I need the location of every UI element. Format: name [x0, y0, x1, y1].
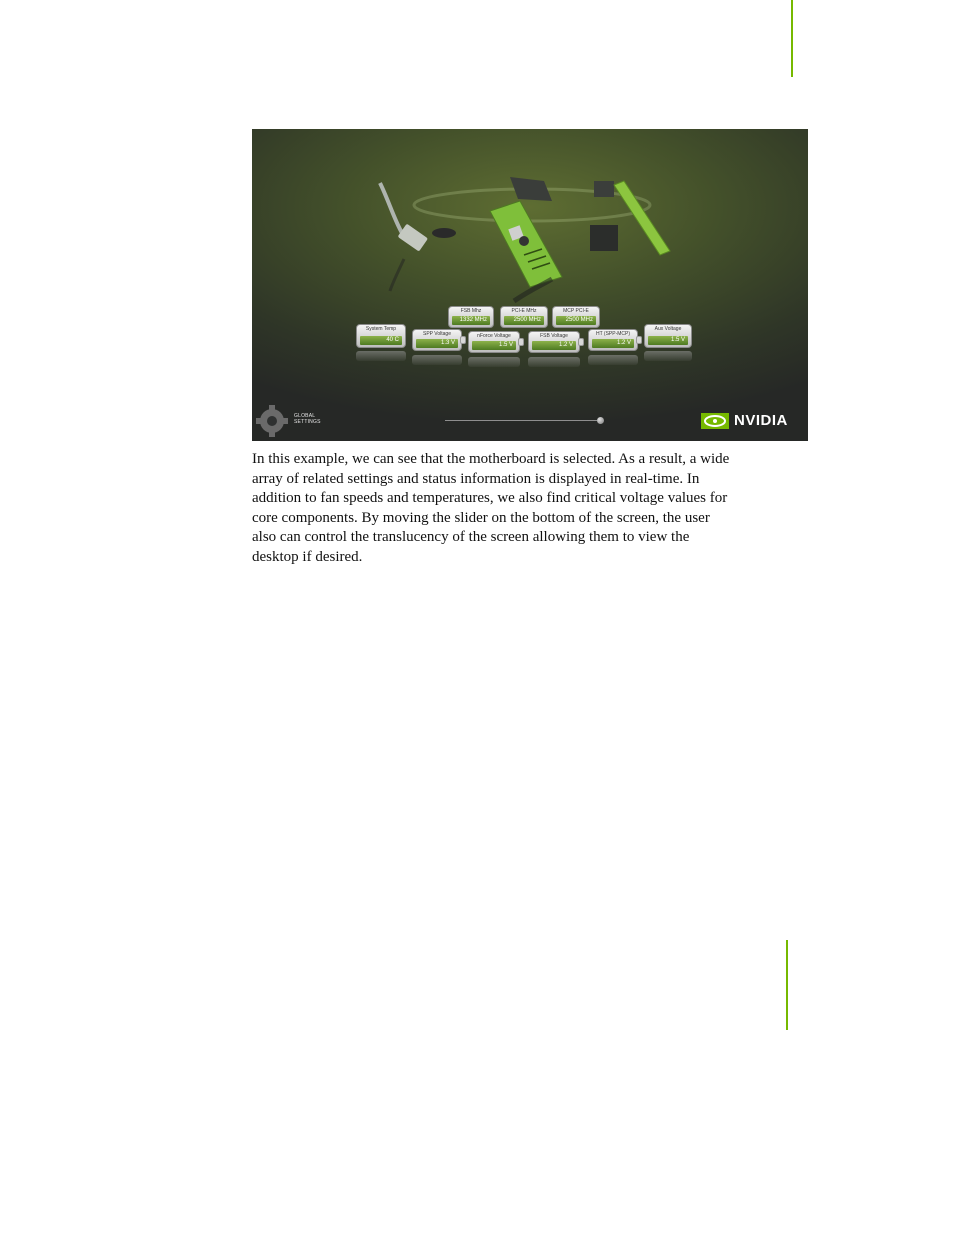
motherboard-component: [490, 201, 562, 287]
metric-label: nForce Voltage: [477, 333, 511, 339]
figure-caption-paragraph: [252, 450, 792, 567]
tile-reflection: [528, 357, 580, 367]
nvidia-logo-icon: [701, 413, 729, 429]
translucency-slider-track[interactable]: [445, 420, 597, 421]
translucency-slider-handle[interactable]: [597, 417, 604, 424]
metric-label: Aux Voltage: [654, 326, 682, 332]
voltage-adjust-control[interactable]: [460, 336, 466, 344]
metric-label: PCI-E MHz: [511, 308, 537, 314]
page-margin-rule-bottom: [786, 940, 788, 1030]
metric-value: 1332 MHz: [452, 316, 490, 325]
caption-line: array of related settings and status information is displayed in real-time. In: [252, 470, 700, 487]
caption-line: addition to fan speeds and temperatures, we also find critical voltage values for: [252, 490, 728, 506]
voltage-adjust-control[interactable]: [518, 338, 524, 346]
metric-label: MCP PCI-E: [563, 308, 589, 314]
memory-module-component: [614, 181, 670, 255]
memory-heatsink-component: [594, 181, 614, 197]
page-margin-rule-top: [791, 0, 793, 77]
nvidia-wordmark: NVIDIA: [734, 412, 788, 429]
tile-reflection: [412, 355, 462, 365]
voltage-adjust-control[interactable]: [578, 338, 584, 346]
metric-value: 2500 MHz: [556, 316, 596, 325]
hardware-scene: [252, 129, 808, 441]
metric-value: 1.2 V: [592, 339, 634, 348]
global-settings-line: SETTINGS: [294, 419, 321, 425]
tile-reflection: [356, 351, 406, 361]
voltage-adjust-control[interactable]: [636, 336, 642, 344]
hard-drive-component: [510, 177, 552, 201]
metric-label: System Temp: [365, 326, 397, 332]
metric-tile-fsb-voltage[interactable]: [528, 331, 580, 353]
metric-tile-system-temp[interactable]: [356, 324, 406, 348]
global-settings-line: GLOBAL: [294, 413, 316, 419]
caption-line: In this example, we can see that the motherboard is selected. As a result, a wide: [252, 451, 730, 467]
caption-line: core components. By moving the slider on the bottom of the screen, the user: [252, 509, 710, 526]
cpu-cooler-component: [590, 225, 618, 251]
gear-icon[interactable]: [256, 405, 288, 437]
metric-label: FSB Mhz: [460, 308, 482, 314]
tile-reflection: [588, 355, 638, 365]
metric-label: FSB Voltage: [540, 333, 568, 339]
caption-line: desktop if desired.: [252, 548, 363, 565]
chipset-component: [432, 228, 456, 238]
metric-value: 1.5 V: [648, 336, 688, 345]
tile-reflection: [468, 357, 520, 367]
metric-value: 1.2 V: [532, 341, 576, 350]
caption-line: also can control the translucency of the screen allowing them to view the: [252, 529, 690, 545]
metric-label: HT (SPP-MCP): [595, 331, 631, 337]
tile-reflection: [644, 351, 692, 361]
metric-tile-nforce-voltage[interactable]: [468, 331, 520, 353]
nvidia-control-panel-screenshot: [252, 129, 808, 441]
metric-tile-mcp-pcie[interactable]: [552, 306, 600, 328]
metric-value: 40 C: [360, 336, 402, 345]
metric-tile-aux-voltage[interactable]: [644, 324, 692, 348]
metric-tile-ht-spp-mcp[interactable]: [588, 329, 638, 351]
metric-tile-pcie-mhz[interactable]: [500, 306, 548, 328]
metric-tile-fsb-mhz[interactable]: [448, 306, 494, 328]
metric-tile-spp-voltage[interactable]: [412, 329, 462, 351]
metric-value: 2500 MHz: [504, 316, 544, 325]
metric-label: SPP Voltage: [423, 331, 451, 337]
metric-value: 1.5 V: [472, 341, 516, 350]
global-settings-label[interactable]: [294, 413, 321, 425]
metric-value: 1.3 V: [416, 339, 458, 348]
